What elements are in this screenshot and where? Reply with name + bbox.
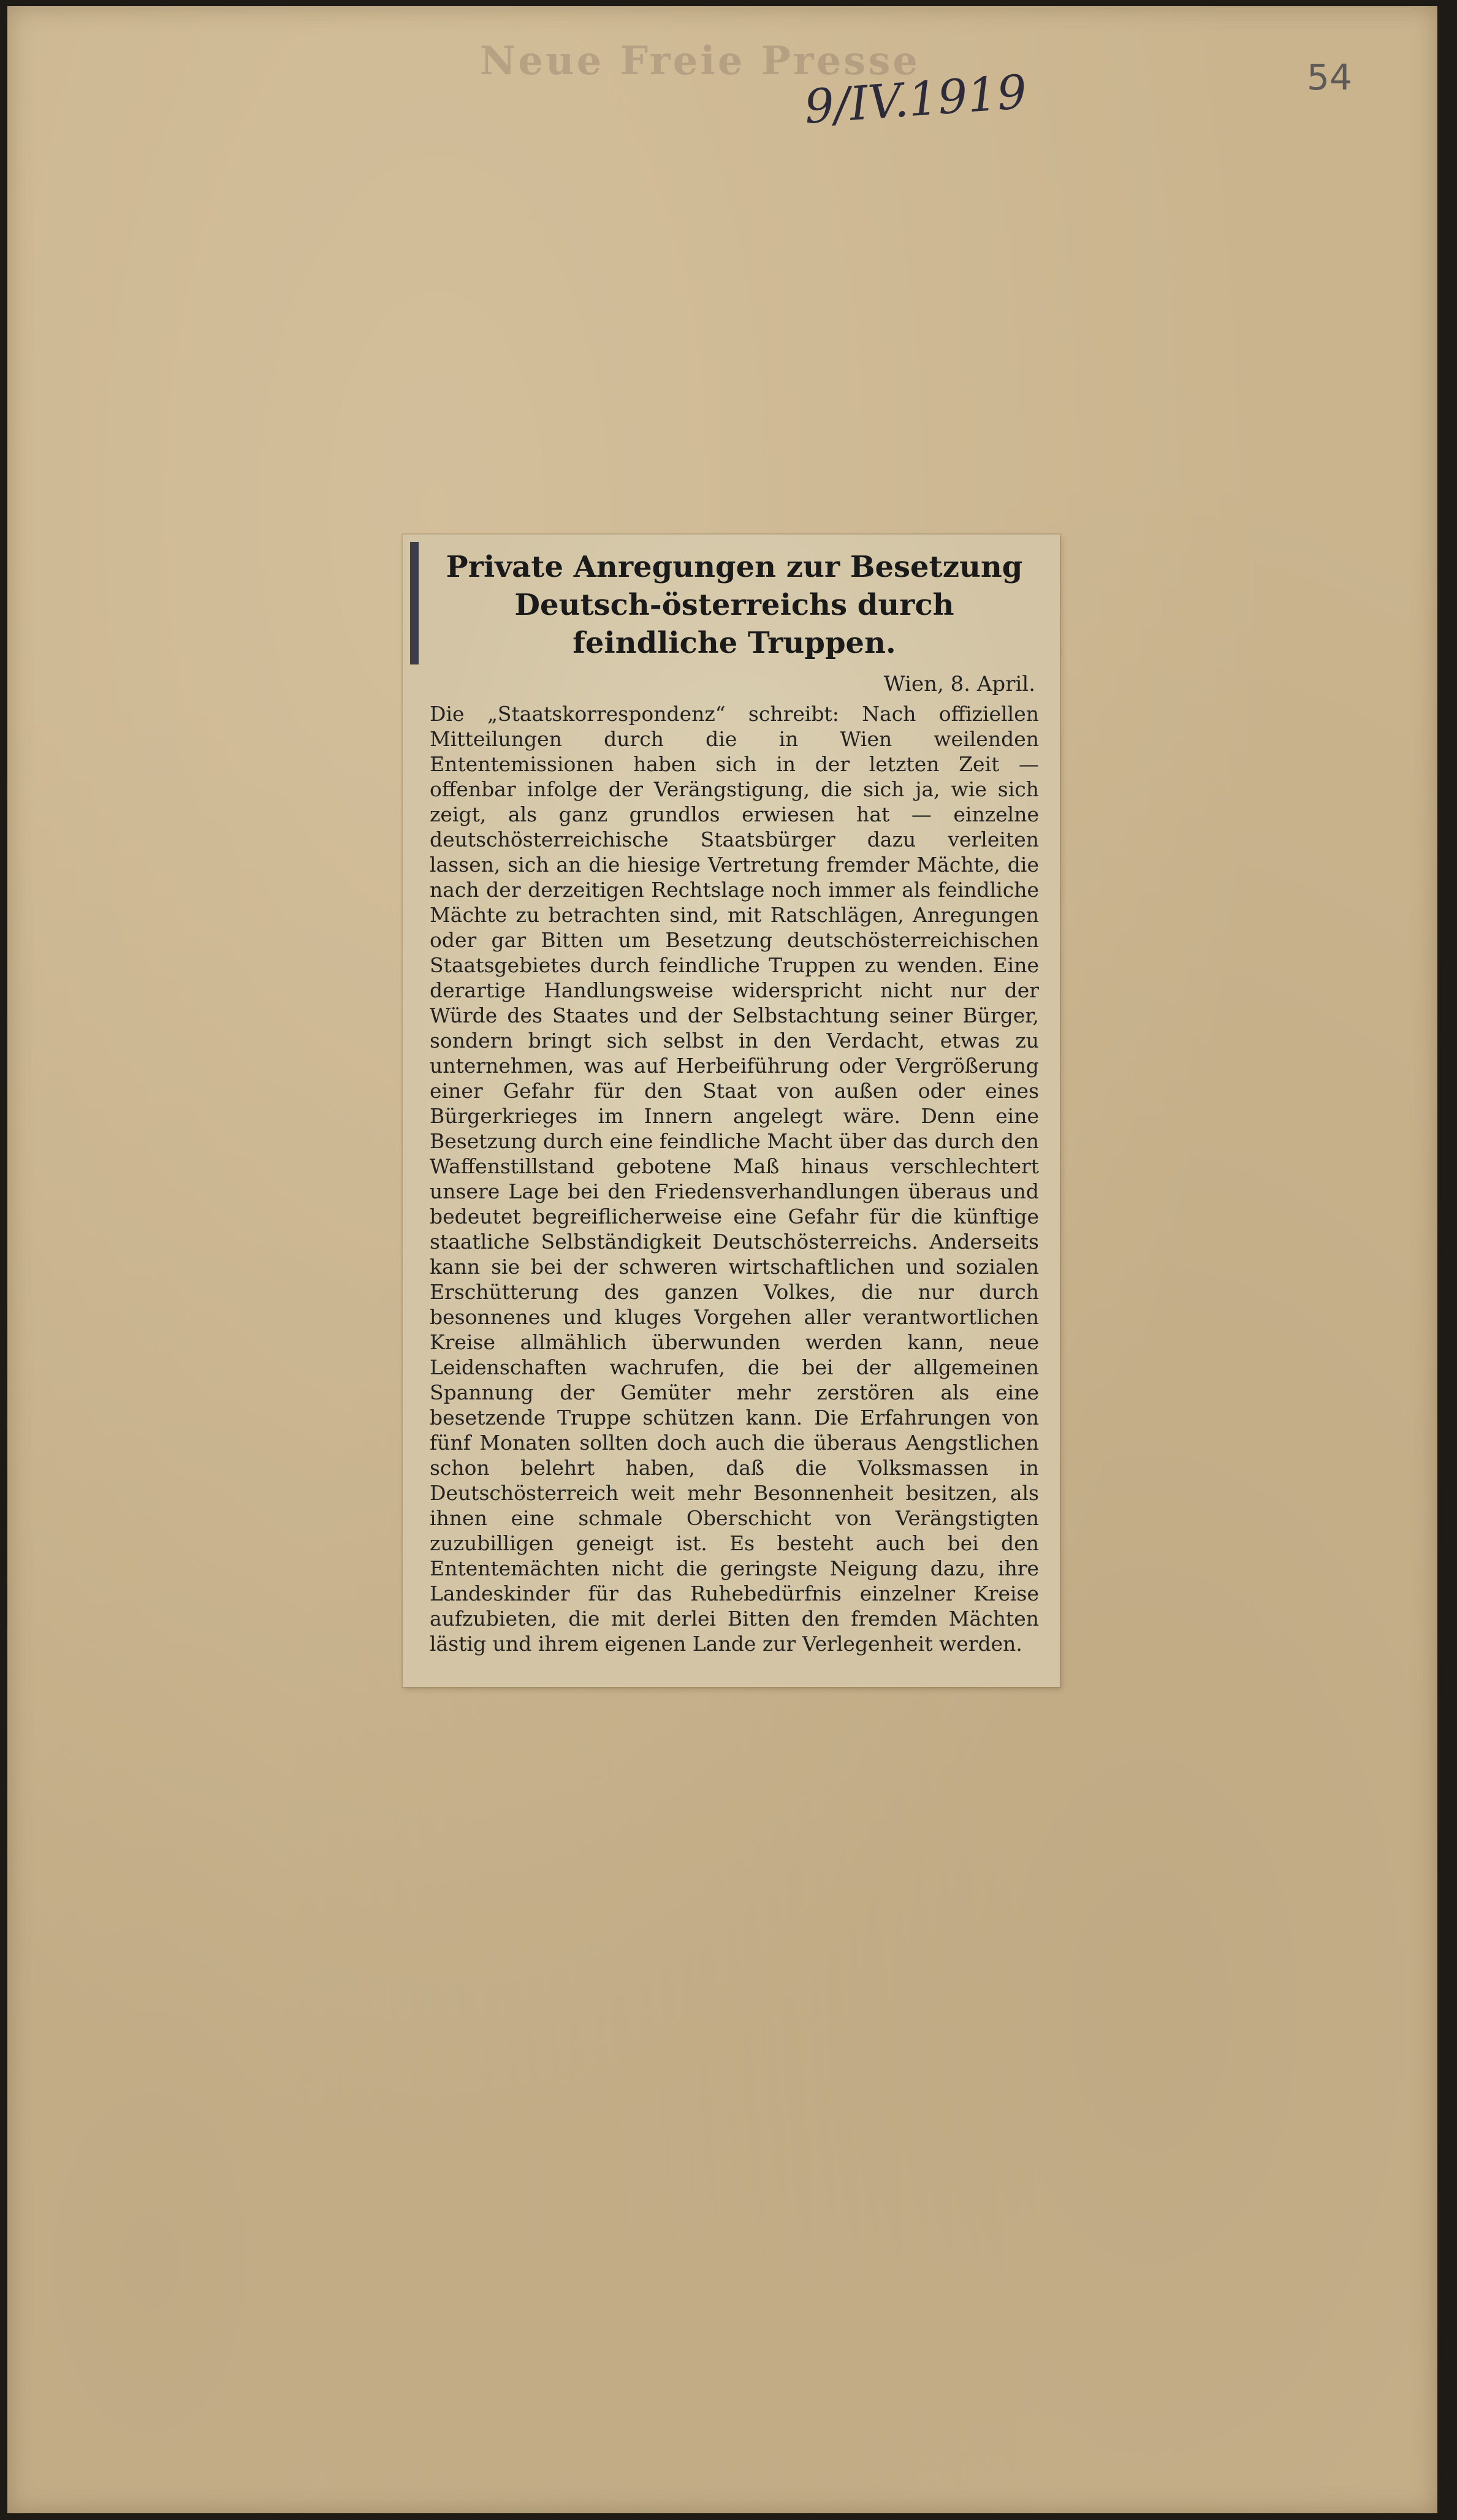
clipping-dateline: Wien, 8. April.	[883, 672, 1035, 696]
clipping-edge-mark	[410, 542, 419, 664]
handwritten-date: 9/IV.1919	[802, 64, 1029, 134]
newspaper-clipping	[403, 535, 1060, 1687]
clipping-body: Die „Staatskorrespondenz“ schreibt: Nach offiziellen Mitteilungen durch die in Wien weilenden Ententemissionen haben sich in der letzten Zeit — offenbar infolge der Verängstigung, die sich ja, wie sich zeigt, als ganz grundlos erwiesen hat — einzelne deutschösterreichische Staatsbürger dazu verleiten lassen, sich an die hiesige Vertretung fremder Mächte, die nach der derzeitigen Rechtslage noch immer als feindliche Mächte zu betrachten sind, mit Ratschlägen, Anregungen oder gar Bitten um Besetzung deutschösterreichischen Staatsgebietes durch feindliche Truppen zu wenden. Eine derartige Handlungsweise widerspricht nicht nur der Würde des Staates und der Selbstachtung seiner Bürger, sondern bringt sich selbst in den Verdacht, etwas zu unternehmen, was auf Herbeiführung oder Vergrößerung einer Gefahr für den Staat von außen oder eines Bürgerkrieges im Innern angelegt wäre. Denn eine Besetzung durch eine feindliche Macht über das durch den Waffenstillstand gebotene Maß hinaus verschlechtert unsere Lage bei den Friedensverhandlungen überaus und bedeutet begreiflicherweise eine Gefahr für die künftige staatliche Selbständigkeit Deutschösterreichs. Anderseits kann sie bei der schweren wirtschaftlichen und sozialen Erschütterung des ganzen Volkes, die nur durch besonnenes und kluges Vorgehen aller verantwortlichen Kreise allmählich überwunden werden kann, neue Leidenschaften wachrufen, die bei der allgemeinen Spannung der Gemüter mehr zerstören als eine besetzende Truppe schützen kann. Die Erfahrungen von fünf Monaten sollten doch auch die überaus Aengstlichen schon belehrt haben, daß die Volksmassen in Deutschösterreich weit mehr Besonnenheit besitzen, als ihnen eine schmale Oberschicht von Verängstigten zuzubilligen geneigt ist. Es besteht auch bei den Ententemächten nicht die geringste Neigung dazu, ihre Landeskinder für das Ruhebedürfnis einzelner Kreise aufzubieten, die mit derlei Bitten den fremden Mächten lästig und ihrem eigenen Lande zur Verlegenheit werden.	[430, 702, 1039, 1656]
clipping-headline: Private Anregungen zur Besetzung Deutsch-österreichs durch feindliche Truppen.	[446, 550, 1023, 660]
archive-sheet	[7, 6, 1437, 2513]
folio-number: 54	[1307, 56, 1352, 98]
newspaper-stamp: Neue Freie Presse	[479, 38, 921, 84]
